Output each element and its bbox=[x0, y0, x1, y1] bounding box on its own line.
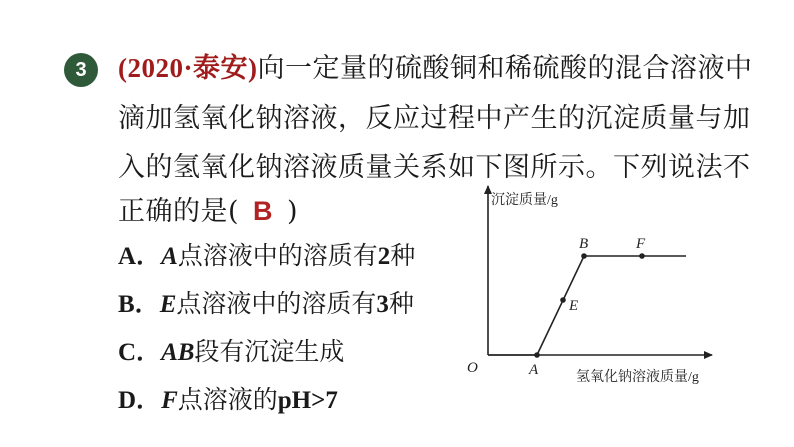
question-line-3: 入的氢氧化钠溶液质量关系如下图所示。下列说法不 bbox=[118, 152, 751, 183]
question-prompt-close: ) bbox=[287, 196, 299, 227]
question-line-2: 滴加氢氧化钠溶液，反应过程中产生的沉淀质量与加 bbox=[118, 103, 751, 134]
point-b-dot bbox=[581, 253, 587, 259]
origin-label: O bbox=[467, 360, 478, 376]
option-symbol: E bbox=[159, 291, 177, 318]
option-tail: 种 bbox=[390, 241, 416, 270]
question-text-1: 向一定量的硫酸铜和稀硫酸的混合溶液中 bbox=[257, 53, 753, 84]
point-f-dot bbox=[639, 253, 645, 259]
option-symbol: AB bbox=[161, 339, 195, 366]
option-text: 点溶液中的溶质有 bbox=[177, 241, 378, 270]
answer-text: B bbox=[253, 196, 274, 226]
option-letter: C． bbox=[118, 339, 162, 366]
option-letter: B． bbox=[118, 291, 160, 318]
option-text: 段有沉淀生成 bbox=[194, 337, 345, 366]
y-axis-label: 沉淀质量/g bbox=[491, 193, 558, 208]
point-e-label: E bbox=[569, 298, 579, 314]
option-number: 3 bbox=[376, 291, 389, 318]
question-source: (2020·泰安) bbox=[118, 53, 258, 83]
option-number: pH>7 bbox=[277, 387, 338, 414]
x-axis-label: 氢氧化钠溶液质量/g bbox=[576, 370, 699, 385]
precipitate-curve bbox=[488, 256, 686, 355]
point-b-label: B bbox=[579, 236, 589, 252]
option-text: 点溶液的 bbox=[177, 385, 278, 414]
question-number-badge: 3 bbox=[64, 53, 98, 87]
question-prompt: 正确的是( bbox=[118, 196, 240, 227]
option-letter: A． bbox=[118, 243, 162, 270]
option-text: 点溶液中的溶质有 bbox=[176, 289, 377, 318]
option-symbol: A bbox=[161, 243, 178, 270]
point-a-dot bbox=[534, 352, 540, 358]
option-number: 2 bbox=[377, 243, 391, 270]
option-letter: D． bbox=[118, 387, 162, 414]
option-tail: 种 bbox=[388, 289, 414, 318]
option-symbol: F bbox=[161, 387, 178, 414]
point-e-dot bbox=[560, 297, 566, 303]
point-a-label: A bbox=[529, 362, 539, 378]
point-f-label: F bbox=[636, 236, 646, 252]
